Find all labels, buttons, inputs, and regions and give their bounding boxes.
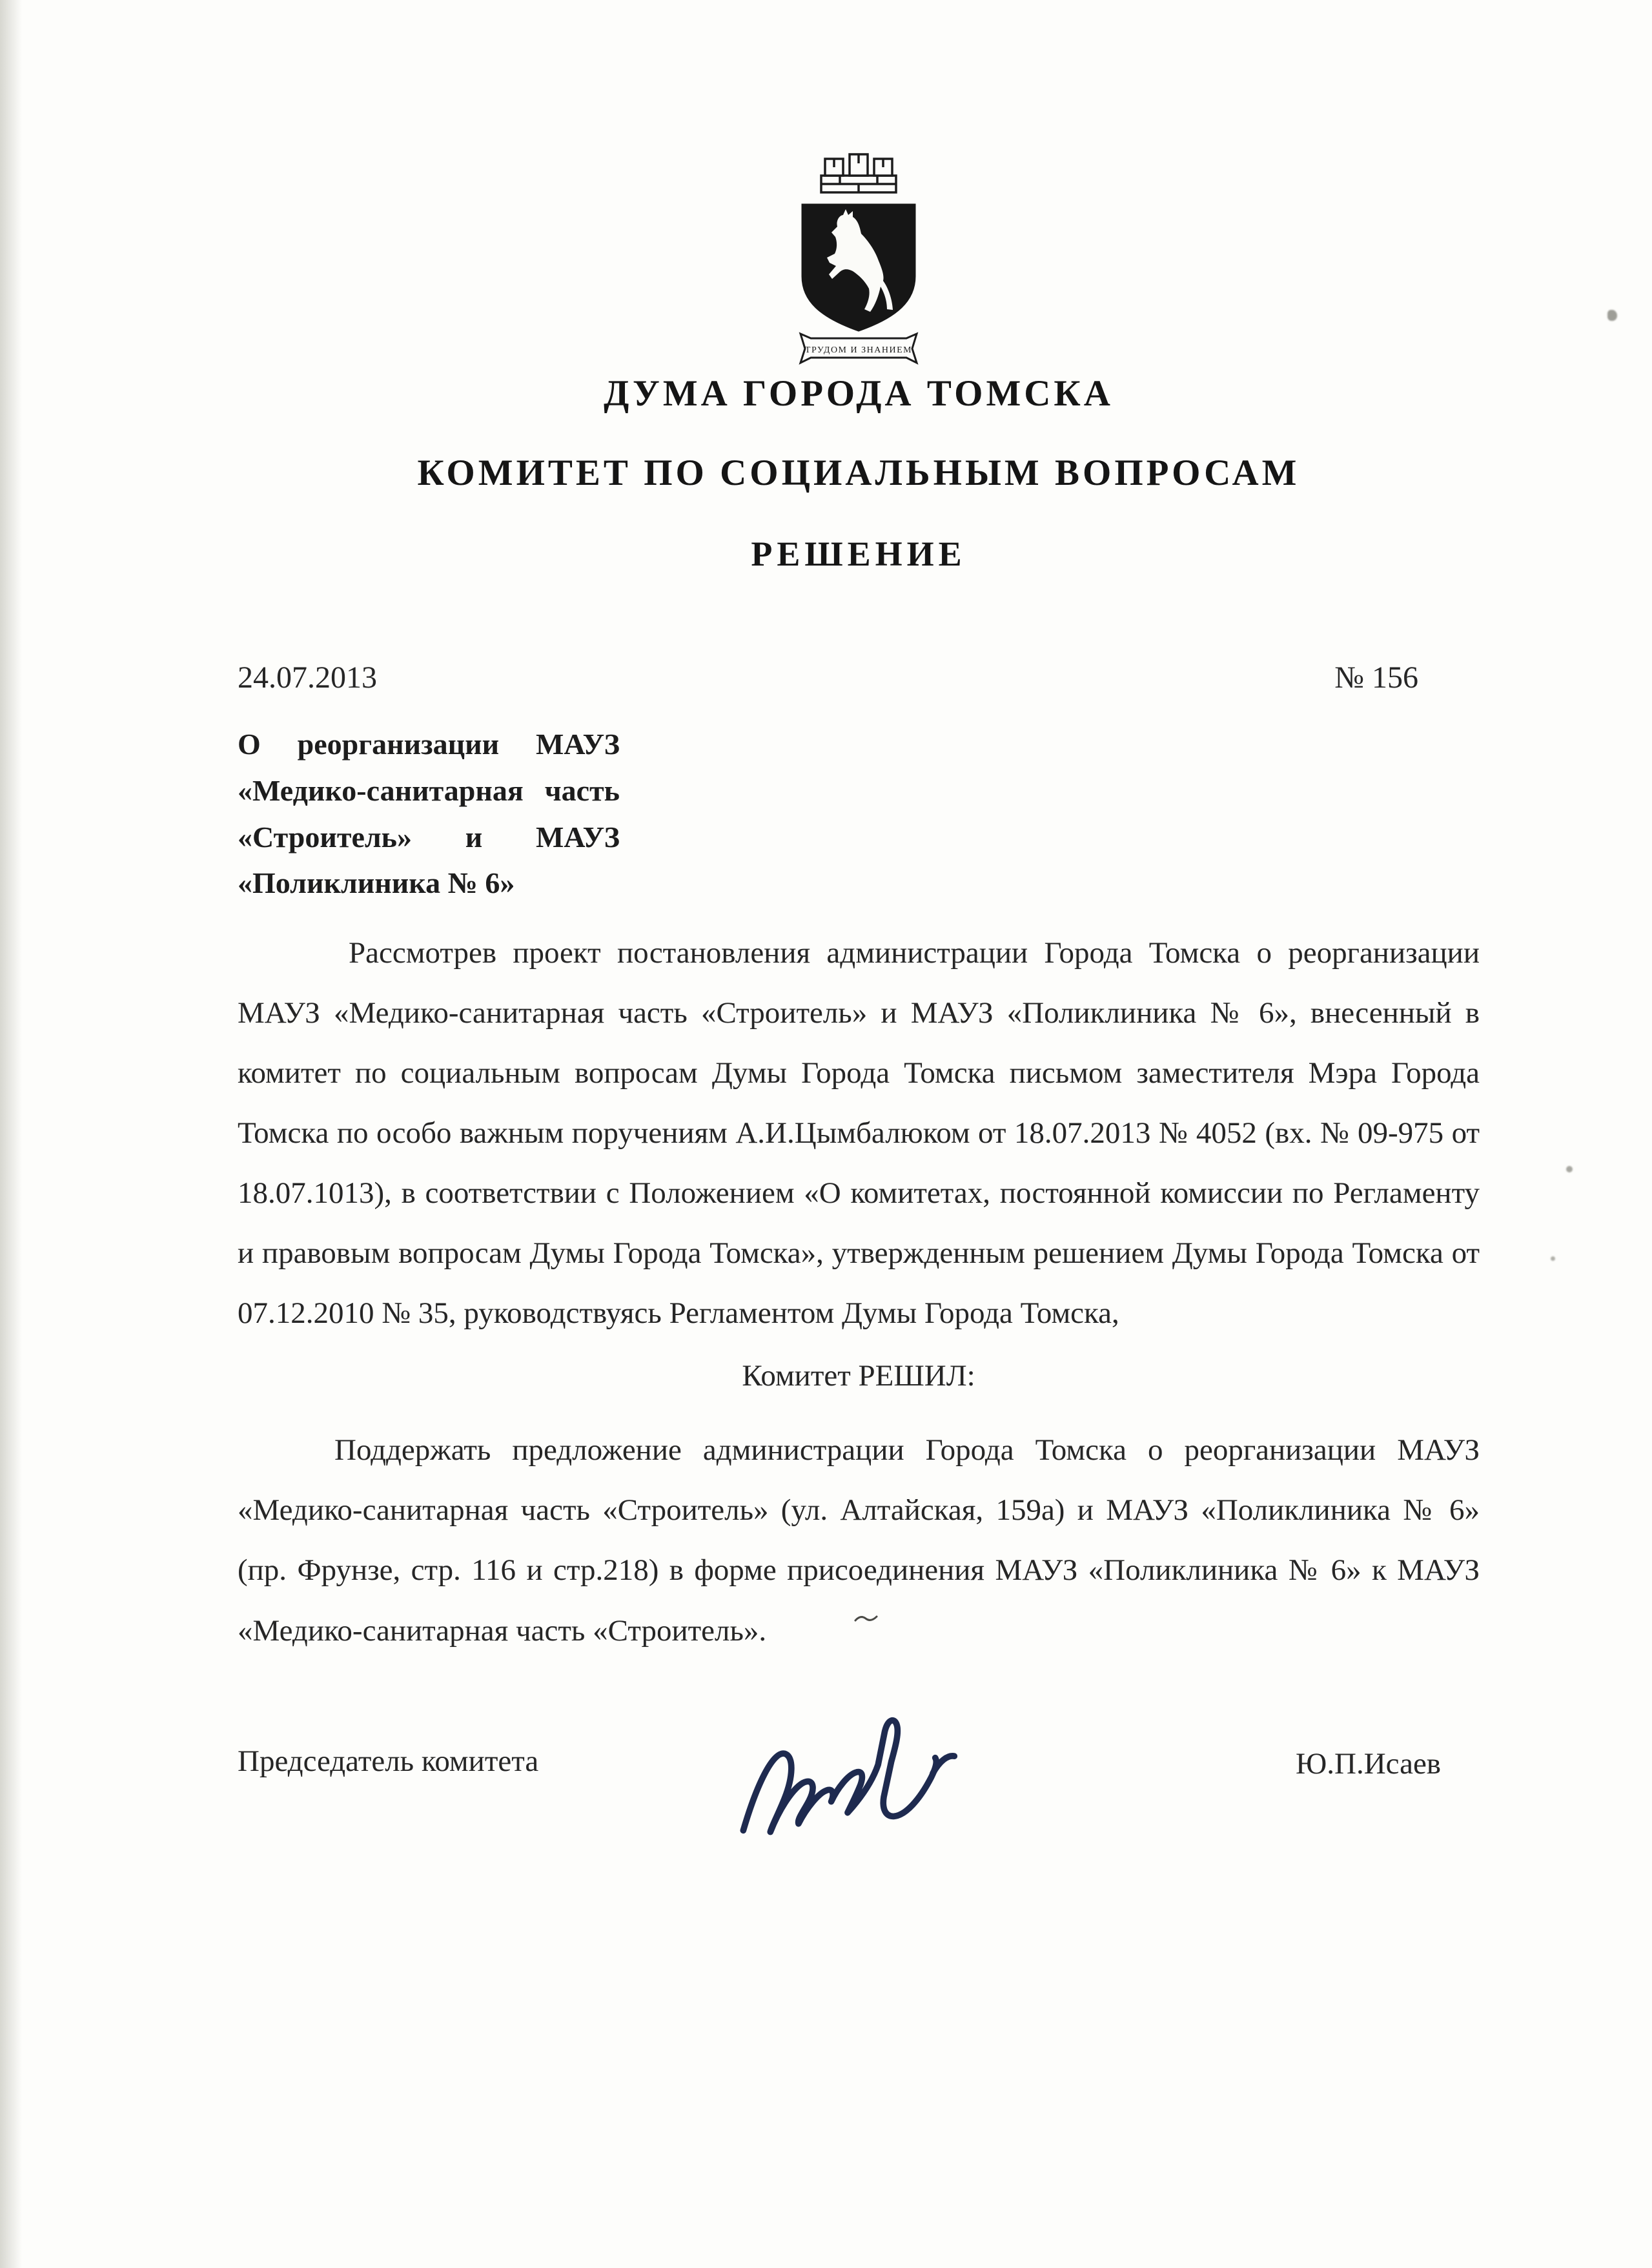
document-subject: О реорганизации МАУЗ «Медико-санитарная часть «Строитель» и МАУЗ «Поликлиника № 6» bbox=[238, 728, 620, 900]
tomsk-coat-of-arms bbox=[775, 142, 943, 365]
signer-name: Ю.П.Исаев bbox=[1295, 1746, 1441, 1781]
committee-title: КОМИТЕТ ПО СОЦИАЛЬНЫМ ВОПРОСАМ bbox=[417, 453, 1300, 493]
stray-pen-mark bbox=[853, 1613, 879, 1624]
document-type-title: РЕШЕНИЕ bbox=[751, 535, 966, 573]
coat-of-arms-svg bbox=[775, 142, 943, 365]
mural-crown bbox=[821, 154, 896, 192]
handwritten-signature bbox=[717, 1670, 1079, 1875]
document-number: № 156 bbox=[1334, 660, 1418, 695]
signer-role: Председатель комитета bbox=[238, 1744, 539, 1778]
document-content bbox=[0, 142, 1652, 1919]
signature-ink-icon bbox=[717, 1670, 1079, 1867]
resolution-heading: Комитет РЕШИЛ: bbox=[742, 1359, 975, 1393]
emblem-motto-text: ТРУДОМ И ЗНАНИЕМ bbox=[804, 345, 913, 355]
organization-title: ДУМА ГОРОДА ТОМСКА bbox=[604, 373, 1114, 414]
meta-row bbox=[238, 660, 1480, 695]
document-header bbox=[238, 142, 1480, 574]
resolution-paragraph: Поддержать предложение администрации Города Томска о реорганизации МАУЗ «Медико-санитарная часть «Строитель» (ул. Алтайская, 159а) и МАУЗ «Поликлиника № 6» (пр. Фрунзе, стр. 116 и стр.218) в форме присоединения МАУЗ «Поликлиника № 6» к МАУЗ «Медико-санитарная часть «Строитель». bbox=[238, 1433, 1480, 1648]
document-date: 24.07.2013 bbox=[238, 660, 377, 695]
preamble-paragraph: Рассмотрев проект постановления администрации Города Томска о реорганизации МАУЗ «Медико-санитарная часть «Строитель» и МАУЗ «Поликлиника № 6», внесенный в комитет по социальным вопросам Думы Города Томска письмом заместителя Мэра Города Томска по особо важным поручениям А.И.Цымбалюком от 18.07.2013 № 4052 (вх. № 09-975 от 18.07.1013), в соответствии с Положением «О комитетах, постоянной комиссии по Регламенту и правовым вопросам Думы Города Томска», утвержденным решением Думы Города Томска от 07.12.2010 № 35, руководствуясь Регламентом Думы Города Томска, bbox=[238, 936, 1480, 1331]
signature-row bbox=[238, 1744, 1480, 1919]
